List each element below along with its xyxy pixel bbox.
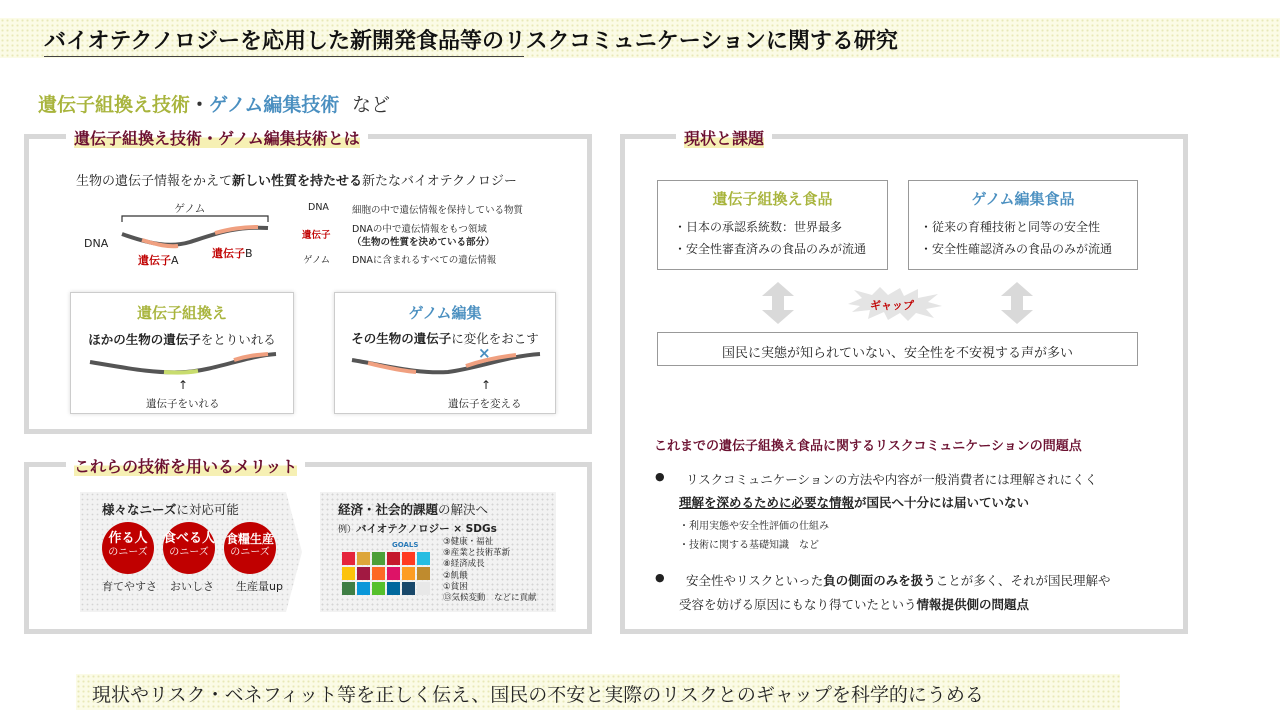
sdgs-title: 経済・社会的課題の解決へ: [338, 502, 489, 517]
public-awareness-text: 国民に実態が知られていない、安全性を不安視する声が多い: [721, 346, 1073, 361]
ge-edit-mark: ×: [478, 344, 491, 362]
problem-1-line-1: リスクコミュニケーションの方法や内容が一般消費者には理解されにくく: [686, 472, 1098, 487]
double-arrow-icon: [1001, 282, 1033, 324]
sdgs-icon-grid: [342, 552, 430, 595]
subtitle-etc: など: [352, 94, 391, 116]
ge-arrow: ↑: [481, 378, 492, 392]
bullet-icon: ●: [655, 470, 665, 483]
eater-caption: おいしさ: [170, 580, 214, 593]
problem-2-line-1: 安全性やリスクといった負の側面のみを扱うことが多く、それが国民理解や: [686, 573, 1111, 588]
legend-gene-term: 遺伝子: [302, 230, 331, 241]
legend-genome-desc: DNAに含まれるすべての遺伝情報: [352, 255, 497, 266]
subtitle: [38, 90, 390, 117]
gene-a-label: 遺伝子A: [138, 254, 179, 267]
tech-panel-heading: 遺伝子組換え技術・ゲノム編集技術とは: [66, 124, 368, 151]
maker-caption: 育てやすさ: [102, 580, 157, 593]
ge-food-item-1: ・従来の育種技術と同等の安全性: [920, 220, 1101, 234]
double-arrow-icon: [762, 282, 794, 324]
legend-gene-desc2: （生物の性質を決めている部分）: [352, 237, 495, 248]
sdgs-goal-list: ③健康・福祉 ⑨産業と技術革新 ⑧経済成長 ②飢餓 ①貧困 ⑬気候変動 などに貢献: [443, 537, 537, 604]
sdgs-example: 例）バイオテクノロジー × SDGs: [338, 523, 497, 535]
page-title: バイオテクノロジーを応用した新開発食品等のリスクコミュニケーションに関する研究: [44, 29, 898, 54]
title-underline: [44, 56, 524, 57]
ge-food-item-2: ・安全性確認済みの食品のみが流通: [920, 242, 1113, 256]
genome-bracket: [122, 216, 268, 222]
gap-label: ギャップ: [870, 299, 914, 312]
gm-dna-strand: [86, 346, 280, 380]
legend-dna-desc: 細胞の中で遺伝情報を保持している物質: [352, 205, 524, 216]
maker-needs-circle: 作る人 のニーズ: [102, 522, 154, 574]
gene-b-segment: [215, 227, 258, 233]
gm-card-caption: 遺伝子をいれる: [146, 398, 220, 410]
gene-b-label: 遺伝子B: [212, 247, 253, 260]
merit-panel-heading: これらの技術を用いるメリット: [66, 452, 305, 479]
ge-food-title: ゲノム編集食品: [971, 190, 1075, 208]
legend-genome-term: ゲノム: [303, 255, 331, 266]
genome-label: ゲノム: [174, 202, 206, 215]
status-panel-heading: 現状と課題: [676, 124, 772, 151]
problems-heading: これまでの遺伝子組換え食品に関するリスクコミュニケーションの問題点: [654, 439, 1082, 454]
problem-1-line-2: 理解を深めるために必要な情報が国民へ十分には届いていない: [679, 495, 1030, 510]
conclusion-text: 現状やリスク・ベネフィット等を正しく伝え、国民の不安と実際のリスクとのギャップを科学的にうめる: [92, 684, 984, 706]
ge-dna-strand: [348, 346, 544, 380]
tech-intro: 生物の遺伝子情報をかえて新しい性質を持たせる新たなバイオテクノロジー: [76, 174, 517, 189]
ge-card-lead: その生物の遺伝子に変化をおこす: [351, 331, 539, 346]
sdgs-logo: GOALS: [392, 541, 419, 549]
gm-food-item-1: ・日本の承認系統数：世界最多: [674, 220, 843, 234]
legend-gene-desc: DNAの中で遺伝情報をもつ領域: [352, 224, 487, 235]
production-caption: 生産量up: [236, 580, 283, 593]
problem-1-sub-2: ・技術に関する基礎知識 など: [679, 540, 819, 551]
subtitle-sep: ・: [190, 94, 210, 116]
food-production-needs-circle: 食糧生産 のニーズ: [224, 522, 276, 574]
subtitle-gm: 遺伝子組換え技術: [38, 94, 191, 116]
ge-card-title: ゲノム編集: [408, 304, 482, 322]
subtitle-ge: ゲノム編集技術: [209, 94, 340, 116]
problem-1-sub-1: ・利用実態や安全性評価の仕組み: [679, 521, 829, 532]
gm-card-title: 遺伝子組換え: [136, 304, 227, 322]
gm-card-lead: ほかの生物の遺伝子をとりいれる: [88, 332, 276, 347]
eater-needs-circle: 食べる人 のニーズ: [163, 522, 215, 574]
needs-title: 様々なニーズに対応可能: [102, 502, 239, 517]
problem-2-line-2: 受容を妨げる原因にもなり得ていたという情報提供側の問題点: [679, 597, 1030, 612]
gm-food-item-2: ・安全性審査済みの食品のみが流通: [674, 242, 867, 256]
gm-arrow: ↑: [178, 378, 189, 392]
gm-inserted-gene: [164, 371, 198, 373]
ge-card-caption: 遺伝子を変える: [448, 398, 522, 410]
legend-dna-term: DNA: [308, 202, 329, 213]
gm-food-title: 遺伝子組換え食品: [712, 190, 833, 208]
bullet-icon: ●: [655, 571, 665, 584]
dna-label: DNA: [84, 237, 109, 250]
